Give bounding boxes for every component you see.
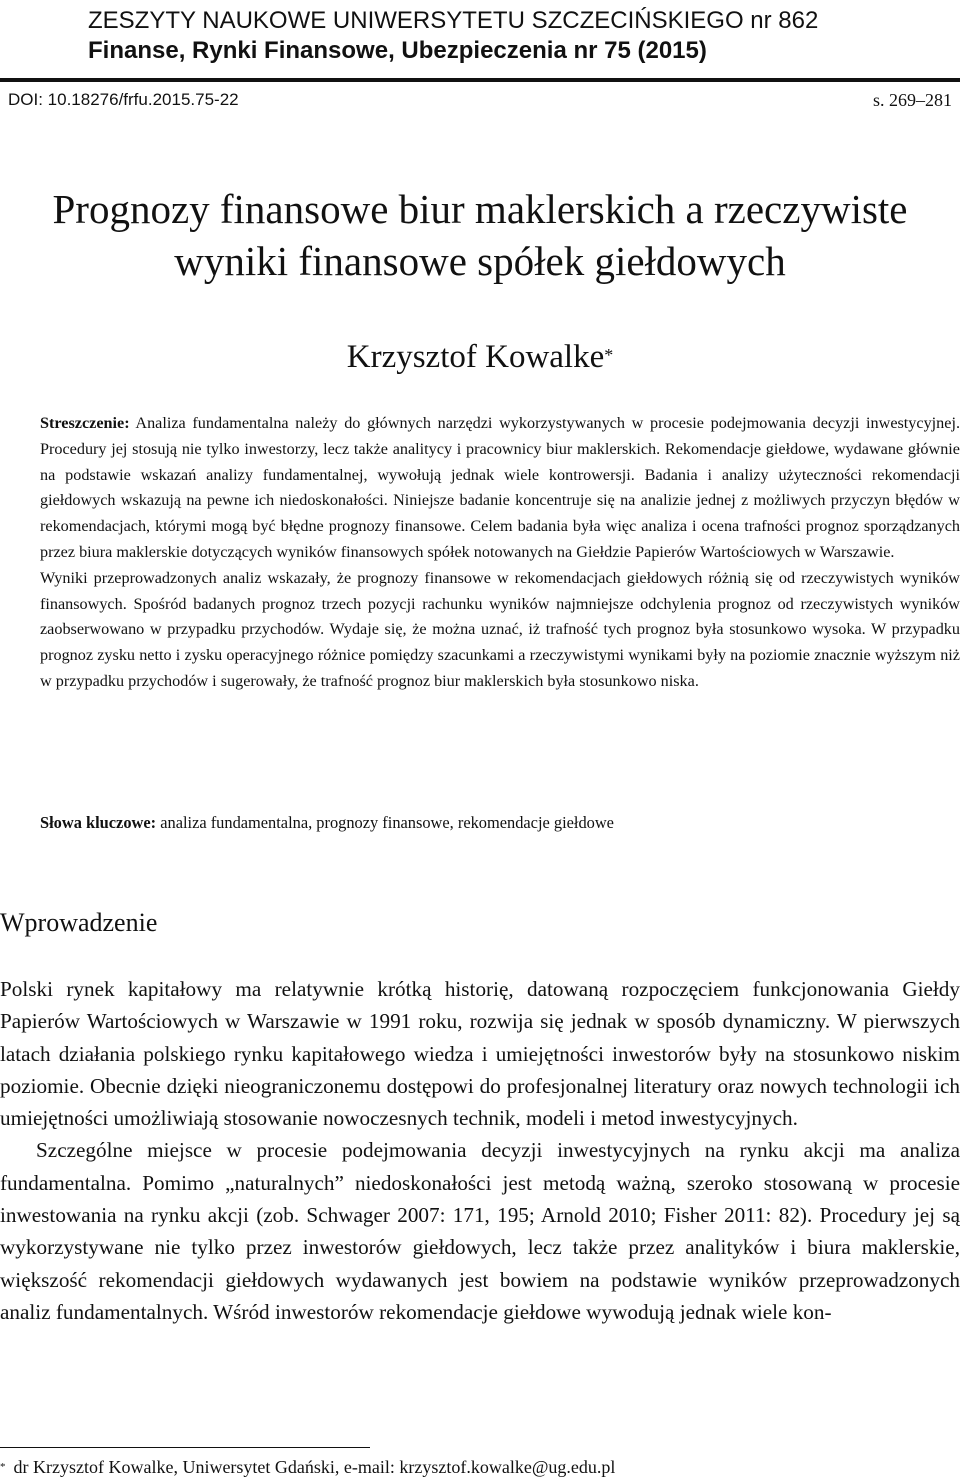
keywords-text: analiza fundamentalna, prognozy finansowe, rekomendacje giełdowe	[160, 813, 614, 832]
journal-name: ZESZYTY NAUKOWE UNIWERSYTETU SZCZECIŃSKIEGO nr 862	[88, 7, 819, 34]
footnote-text: dr Krzysztof Kowalke, Uniwersytet Gdański, e-mail: krzysztof.kowalke@ug.edu.pl	[13, 1457, 616, 1477]
journal-header	[88, 6, 888, 66]
body-paragraph-2: Szczególne miejsce w procesie podejmowania decyzji inwestycyjnych na rynku akcji ma analiza fundamentalna. Pomimo „naturalnych” niedoskonałości jest metodą ważną, szeroko stosowaną w procesie inwestowania na rynku akcji (zob. Schwager 2007: 171, 195; Arnold 2010; Fisher 2011: 82). Procedury jej są wykorzystywane nie tylko przez inwestorów giełdowych, lecz także przez analityków i biura maklerskie, większość rekomendacji giełdowych wydawanych jest bowiem na podstawie wyników przeprowadzonych analiz fundamentalnych. Wśród inwestorów rekomendacje giełdowe wywodują jednak wiele kon-	[0, 1138, 960, 1324]
page-range: s. 269–281	[872, 90, 952, 110]
title-line-1: Prognozy finansowe biur maklerskich a rzeczywiste	[52, 186, 908, 232]
abstract-paragraph-1	[40, 411, 960, 566]
section-heading: Wprowadzenie	[0, 908, 158, 937]
footnote	[0, 1455, 960, 1479]
section-body	[0, 973, 960, 1328]
author-text: Krzysztof Kowalke	[346, 339, 605, 375]
keywords-label: Słowa kluczowe:	[40, 813, 157, 832]
journal-series: Finanse, Rynki Finansowe, Ubezpieczenia nr 75 (2015)	[88, 37, 707, 64]
article-title	[0, 183, 960, 287]
footnote-mark: *	[0, 1461, 6, 1473]
title-line-2: wyniki finansowe spółek giełdowych	[174, 238, 786, 284]
abstract-paragraph-2: Wyniki przeprowadzonych analiz wskazały, że prognozy finansowe w rekomendacjach giełdowych różnią się od rzeczywistych wyników finansowych. Spośród badanych prognoz trzech pozycji rachunku wyników najmniejsze odchylenia prognoz od rzeczywistych wyników zaobserwowano w przypadku przychodów. Wydaje się, że można uznać, iż trafność tych prognoz była stosunkowo wysoka. W przypadku prognoz zysku netto i zysku operacyjnego różnice pomiędzy szacunkami a rzeczywistymi wynikami były na poziomie znacznie wyższym niż w przypadku przychodów i sugerowały, że trafność prognoz biur maklerskich była stosunkowo niska.	[40, 568, 960, 690]
abstract-text-1: Analiza fundamentalna należy do głównych narzędzi wykorzystywanych w procesie podejmowania decyzji inwestycyjnej. Procedury jej stosują nie tylko inwestorzy, lecz także analitycy i pracownicy biur maklerskich. Rekomendacje giełdowe, wydawane głównie na podstawie wskazań analizy fundamentalnej, wywołują jednak wiele kontrowersji. Badania i analizy użyteczności rekomendacji giełdowych wskazują na pewne ich niedoskonałości. Niniejsze badanie koncentruje się na analizie jednej z możliwych przyczyn błędów w rekomendacjach, którymi mogą być błędne prognozy finansowe. Celem badania była więc analiza i ocena trafności prognoz sporządzanych przez biura maklerskie dotyczących wyników finansowych spółek notowanych na Giełdzie Papierów Wartościowych w Warszawie.	[40, 414, 960, 561]
abstract	[40, 411, 960, 695]
doi-link[interactable]: DOI: 10.18276/frfu.2015.75-22	[8, 90, 239, 109]
header-divider	[0, 78, 960, 82]
footnote-divider	[0, 1447, 370, 1448]
abstract-label: Streszczenie:	[40, 414, 130, 432]
author-footnote-mark: *	[604, 345, 614, 365]
keywords	[40, 811, 960, 835]
author-name	[0, 337, 960, 377]
body-paragraph-1: Polski rynek kapitałowy ma relatywnie krótką historię, datowaną rozpoczęciem funkcjonowania Giełdy Papierów Wartościowych w Warszawie w 1991 roku, rozwija się jednak w sposób dynamiczny. W pierwszych latach działania polskiego rynku kapitałowego wiedza i umiejętności inwestorów były na stosunkowo niskim poziomie. Obecnie dzięki nieograniczonemu dostępowi do profesjonalnej literatury oraz nowych technologii ich umiejętności umożliwiają stosowanie nowoczesnych technik, modeli i metod inwestycyjnych.	[0, 977, 960, 1131]
